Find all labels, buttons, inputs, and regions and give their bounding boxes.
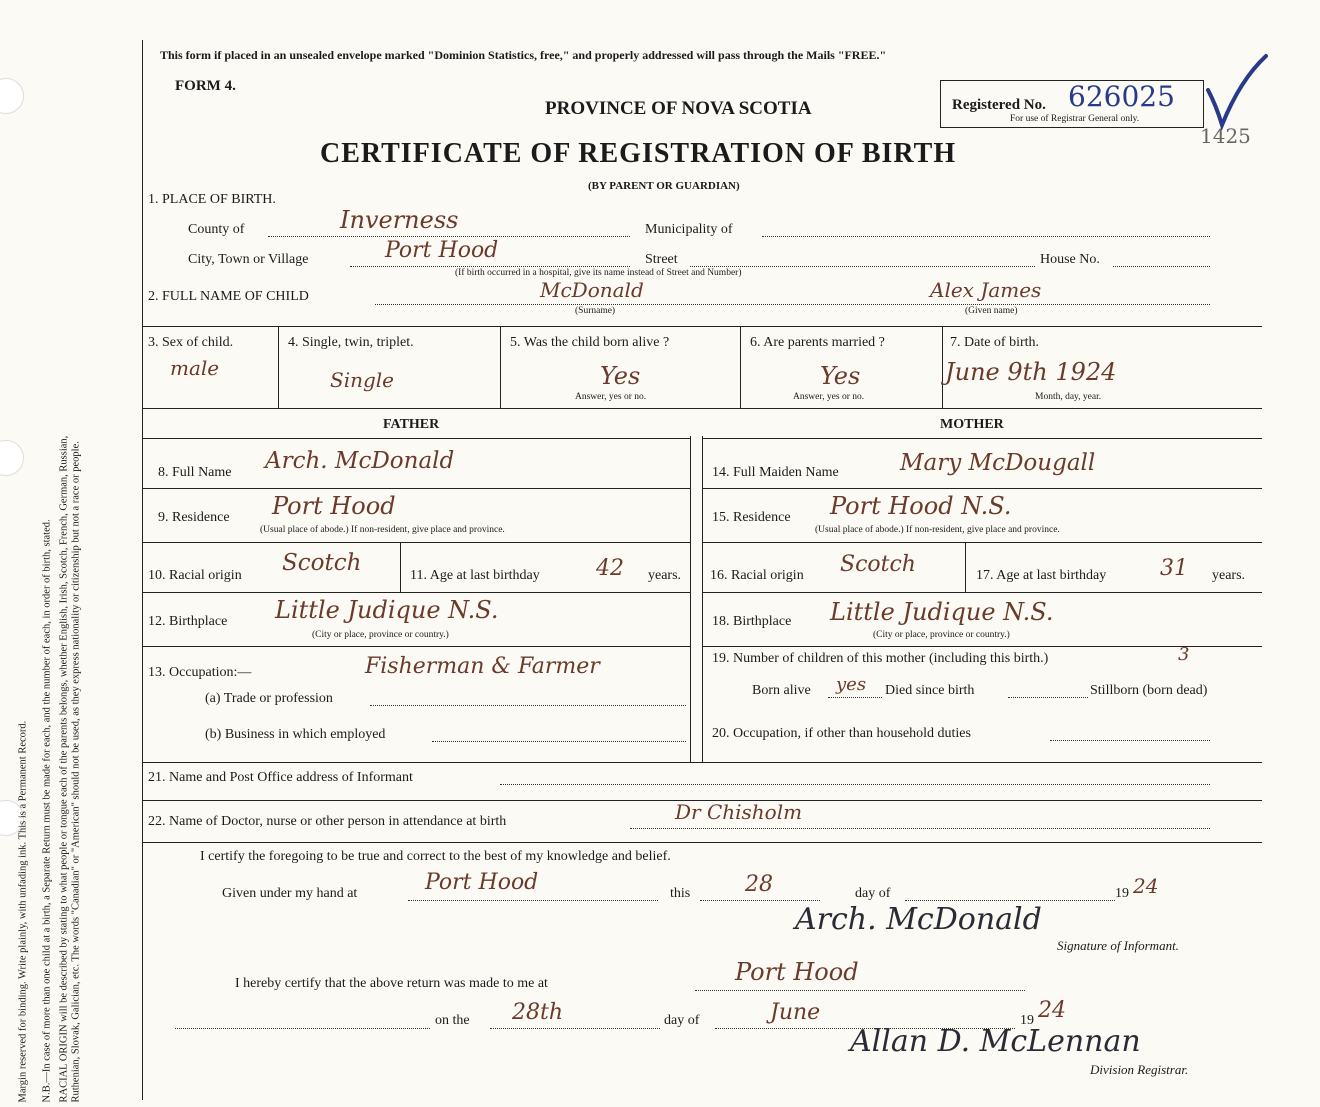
father-racial-label: 10. Racial origin — [148, 568, 242, 583]
father-age-label: 11. Age at last birthday — [410, 568, 540, 583]
doctor-value: Dr Chisholm — [675, 800, 803, 824]
alive-value: Yes — [600, 362, 641, 390]
mother-years: years. — [1212, 568, 1246, 583]
father-birthplace: Little Judique N.S. — [275, 596, 499, 624]
day-of-label: day of — [855, 886, 891, 901]
mother-name: Mary McDougall — [900, 450, 1096, 476]
father-birthplace-label: 12. Birthplace — [148, 614, 228, 629]
municipality-label: Municipality of — [645, 222, 733, 237]
born-alive-label: Born alive — [752, 683, 811, 698]
mother-residence: Port Hood N.S. — [830, 492, 1012, 520]
children-count-label: 19. Number of children of this mother (including this birth.) — [712, 651, 1049, 666]
father-years: years. — [648, 568, 682, 583]
signature-label: Signature of Informant. — [1057, 938, 1179, 953]
side-note: RACIAL ORIGIN will be described by stating to what people or tongue each of the parents belongs, whether English, Irish, Scotch, French, German, Russian, — [58, 435, 70, 1103]
doctor-label: 22. Name of Doctor, nurse or other person in attendance at birth — [148, 814, 507, 829]
street-label: Street — [645, 252, 678, 267]
registrar-day: 28th — [512, 1000, 564, 1025]
registrar-month: June — [770, 1000, 821, 1025]
side-note: Ruthenian, Slovak, Galician, etc. The words "Canadian" or "American" should not be used, as they express nationality or citizenship but not a race or people. — [70, 441, 82, 1103]
died-label: Died since birth — [885, 683, 975, 698]
checkmark-icon — [1200, 50, 1270, 130]
mother-racial: Scotch — [840, 552, 916, 577]
trade-label: (a) Trade or profession — [205, 691, 333, 706]
mother-birthplace: Little Judique N.S. — [830, 598, 1054, 626]
mother-heading: MOTHER — [940, 417, 1004, 432]
child-surname: McDonald — [540, 278, 644, 302]
registered-number: 626025 — [1068, 80, 1175, 113]
side-note: N.B.—In case of more than one child at a birth, a Separate Return must be made for each, and the number of each, in order of birth, stated. — [41, 519, 53, 1103]
married-value: Yes — [820, 362, 861, 390]
city-label: City, Town or Village — [188, 252, 309, 267]
father-residence: Port Hood — [272, 492, 396, 520]
page-title: CERTIFICATE OF REGISTRATION OF BIRTH — [320, 138, 957, 169]
informant-label: 21. Name and Post Office address of Informant — [148, 770, 413, 785]
place-of-birth-label: 1. PLACE OF BIRTH. — [148, 192, 276, 207]
county-label: County of — [188, 222, 245, 237]
on-the-label: on the — [435, 1013, 470, 1028]
mother-birthplace-note: (City or place, province or country.) — [873, 630, 1010, 640]
father-occupation: Fisherman & Farmer — [365, 654, 600, 679]
mother-occupation-label: 20. Occupation, if other than household duties — [712, 726, 971, 741]
form-number: FORM 4. — [175, 78, 236, 94]
reg-year-prefix: 19 — [1020, 1013, 1034, 1028]
given-note: (Given name) — [965, 306, 1018, 316]
father-name-label: 8. Full Name — [158, 465, 232, 480]
year-suffix: 24 — [1133, 874, 1159, 898]
hospital-note: (If birth occurred in a hospital, give its name instead of Street and Number) — [455, 268, 742, 278]
born-alive-value: yes — [836, 674, 867, 695]
registrar-place: Port Hood — [735, 958, 859, 986]
date-label: 7. Date of birth. — [950, 335, 1040, 350]
side-note: Margin reserved for binding. Write plainly, with unfading ink. This is a Permanent Record. — [17, 720, 29, 1103]
children-count: 3 — [1178, 644, 1190, 665]
certify-statement: I certify the foregoing to be true and correct to the best of my knowledge and belief. — [200, 849, 671, 864]
mother-racial-label: 16. Racial origin — [710, 568, 804, 583]
father-name: Arch. McDonald — [265, 448, 455, 474]
date-note: Month, day, year. — [1035, 392, 1102, 402]
alive-label: 5. Was the child born alive ? — [510, 335, 670, 350]
margin-rule — [142, 40, 143, 1100]
registrar-statement: I hereby certify that the above return was made to me at — [235, 976, 548, 991]
province-heading: PROVINCE OF NOVA SCOTIA — [545, 98, 812, 119]
house-label: House No. — [1040, 252, 1100, 267]
mother-birthplace-label: 18. Birthplace — [712, 614, 792, 629]
mother-age-label: 17. Age at last birthday — [976, 568, 1107, 583]
mother-name-label: 14. Full Maiden Name — [712, 465, 839, 480]
father-residence-label: 9. Residence — [158, 510, 230, 525]
given-place: Port Hood — [425, 870, 539, 895]
yesno-note: Answer, yes or no. — [575, 392, 647, 402]
registrar-note: For use of Registrar General only. — [1010, 114, 1140, 124]
stillborn-label: Stillborn (born dead) — [1090, 683, 1208, 698]
cert-day: 28 — [745, 872, 773, 897]
mother-residence-note: (Usual place of abode.) If non-resident, give place and province. — [815, 525, 1060, 535]
mother-age: 31 — [1160, 556, 1188, 581]
father-racial: Scotch — [282, 550, 362, 576]
father-heading: FATHER — [383, 417, 440, 432]
business-label: (b) Business in which employed — [205, 727, 386, 742]
single-value: Single — [330, 368, 395, 392]
sex-value: male — [170, 356, 220, 380]
year-prefix: 19 — [1115, 886, 1129, 901]
registered-label: Registered No. — [952, 97, 1046, 113]
father-residence-note: (Usual place of abode.) If non-resident, give place and province. — [260, 525, 505, 535]
father-occupation-label: 13. Occupation:— — [148, 665, 252, 680]
married-label: 6. Are parents married ? — [750, 335, 885, 350]
surname-note: (Surname) — [575, 306, 616, 316]
yesno-note: Answer, yes or no. — [793, 392, 865, 402]
father-age: 42 — [596, 556, 624, 581]
county-value: Inverness — [340, 206, 459, 234]
given-label: Given under my hand at — [222, 886, 358, 901]
this-label: this — [670, 886, 691, 901]
reg-day-of-label: day of — [664, 1013, 700, 1028]
mother-residence-label: 15. Residence — [712, 510, 791, 525]
sex-label: 3. Sex of child. — [148, 335, 234, 350]
city-value: Port Hood — [385, 238, 499, 263]
single-label: 4. Single, twin, triplet. — [288, 335, 414, 350]
informant-signature: Arch. McDonald — [795, 902, 1042, 937]
mail-note: This form if placed in an unsealed envelope marked "Dominion Statistics, free," and properly addressed will pass through the Mails "FREE." — [160, 48, 887, 62]
side-notes — [18, 43, 83, 1103]
reg-year-suffix: 24 — [1038, 998, 1066, 1023]
father-birthplace-note: (City or place, province or country.) — [312, 630, 449, 640]
child-given-name: Alex James — [930, 278, 1042, 302]
stamp-number: 1425 — [1200, 124, 1251, 148]
child-name-label: 2. FULL NAME OF CHILD — [148, 289, 309, 304]
registrar-signature: Allan D. McLennan — [850, 1024, 1141, 1059]
page-subtitle: (BY PARENT OR GUARDIAN) — [588, 180, 740, 192]
date-value: June 9th 1924 — [945, 358, 1117, 386]
registrar-label: Division Registrar. — [1090, 1062, 1189, 1077]
